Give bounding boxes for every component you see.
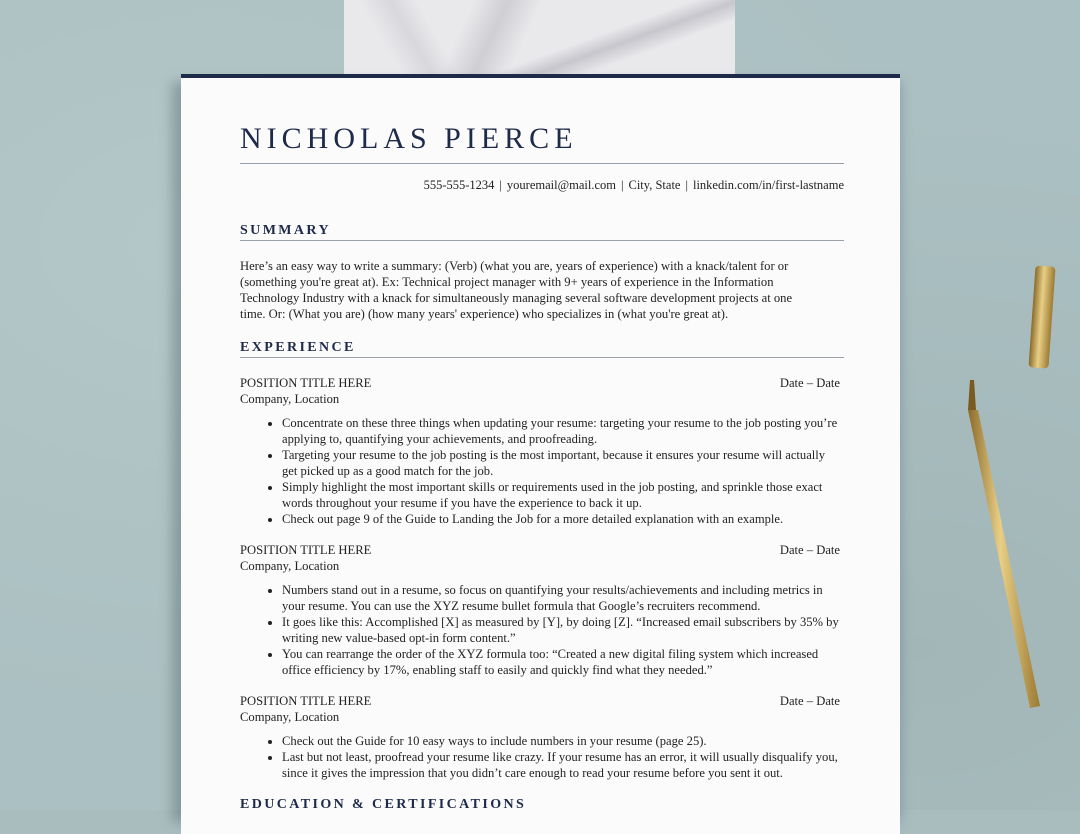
job-dates: Date – Date: [779, 694, 840, 708]
summary-heading: SUMMARY: [240, 223, 331, 238]
education-heading: EDUCATION & CERTIFICATIONS: [240, 797, 527, 812]
pen-cap-icon: [1028, 265, 1055, 368]
job-bullet: • You can rearrange the order of the XYZ formula too: “Created a new digital filing system which increased office efficiency by 17%, enabling staff to easily and quickly find what they needed.”: [282, 646, 842, 678]
job-bullet: • It goes like this: Accomplished [X] as measured by [Y], by doing [Z]. “Increased email subscribers by 35% by writing new value-based opt-in form content.”: [282, 614, 842, 646]
job-entry: [240, 542, 844, 678]
job-company: Company, Location: [240, 392, 340, 406]
job-bullet: • Concentrate on these three things when updating your resume: targeting your resume to the job posting you’re applying to, quantifying your achievements, and proofreading.: [282, 415, 842, 447]
resume-name: NICHOLAS PIERCE: [240, 122, 578, 155]
job-bullets: [240, 415, 842, 527]
contact-phone: 555-555-1234: [423, 178, 495, 192]
job-bullet: • Numbers stand out in a resume, so focus on quantifying your results/achievements and including metrics in your resume. You can use the XYZ resume bullet formula that Google’s recruiters recommend.: [282, 582, 842, 614]
contact-line: [424, 178, 844, 193]
job-company: Company, Location: [240, 559, 340, 573]
job-company: Company, Location: [240, 710, 340, 724]
job-bullet: • Check out page 9 of the Guide to Landing the Job for a more detailed explanation with an example.: [282, 511, 842, 527]
pen-body-icon: [968, 380, 1040, 708]
contact-location: City, State: [628, 178, 681, 192]
job-bullet: • Last but not least, proofread your resume like crazy. If your resume has an error, it will usually disqualify you, since it gives the impression that you didn’t care enough to read your resume before you sent it out.: [282, 749, 842, 781]
job-dates: Date – Date: [779, 543, 840, 557]
job-bullet: • Simply highlight the most important skills or requirements used in the job posting, and sprinkle those exact words throughout your resume if you have the experience to back it up.: [282, 479, 842, 511]
job-title: POSITION TITLE HERE: [240, 694, 372, 708]
experience-divider: [240, 357, 844, 358]
pen-decoration: [960, 260, 1070, 720]
job-bullet: • Targeting your resume to the job posting is the most important, because it ensures your resume will actually get picked up as a good match for the job.: [282, 447, 842, 479]
summary-text: Here’s an easy way to write a summary: (Verb) (what you are, years of experience) with a knack/talent for or (something you're great at). Ex: Technical project manager with 9+ years of experience in the Information Technology Industry with a knack for simultaneously managing several software development projects at one time. Or: (What you are) (how many years' experience) who specializes in (what you're great at).: [240, 259, 793, 321]
job-bullets: [240, 733, 842, 781]
job-dates: Date – Date: [779, 376, 840, 390]
contact-separator: |: [499, 178, 502, 192]
contact-linkedin: linkedin.com/in/first-lastname: [692, 178, 844, 192]
contact-separator: |: [620, 178, 624, 192]
summary-divider: [240, 240, 844, 241]
resume-sheet: [181, 74, 900, 834]
job-bullets: [240, 582, 842, 678]
experience-heading: EXPERIENCE: [240, 340, 356, 355]
job-bullet: • Check out the Guide for 10 easy ways to include numbers in your resume (page 25).: [282, 733, 842, 749]
name-divider: [240, 163, 844, 164]
contact-separator: |: [685, 178, 688, 192]
job-title: POSITION TITLE HERE: [240, 543, 372, 557]
job-entry: [240, 375, 844, 527]
job-entry: [240, 693, 844, 781]
contact-email: youremail@mail.com: [506, 178, 616, 192]
job-title: POSITION TITLE HERE: [240, 376, 372, 390]
